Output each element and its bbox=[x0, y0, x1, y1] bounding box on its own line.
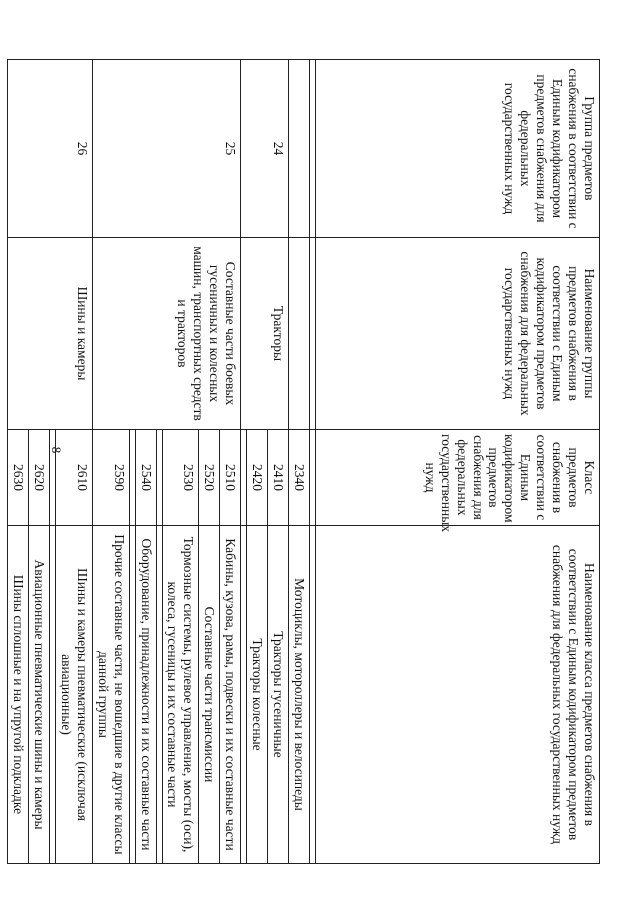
table-row bbox=[268, 60, 289, 864]
header-group-name: Наименование группы предметов снабжения в соответствии с Единым кодификатором предметов снабжения для федеральных государственных нужд bbox=[316, 238, 600, 430]
class-code: 2340 bbox=[289, 430, 310, 526]
class-code: 2590 bbox=[92, 430, 129, 526]
class-name: Кабины, кузова, рамы, подвески и их составные части bbox=[220, 526, 241, 864]
class-name: Тормозные системы, рулевое управление, мосты (оси), колеса, гусеницы и их составные части bbox=[162, 526, 199, 864]
supply-classification-table bbox=[7, 59, 600, 864]
class-name: Тракторы колесные bbox=[247, 526, 268, 864]
header-class-name: Наименование класса предметов снабжения в соответствии с Единым кодификатором предметов снабжения для федеральных государственных нужд bbox=[316, 526, 600, 864]
group-number: 25 bbox=[92, 60, 240, 238]
class-code: 2610 bbox=[55, 430, 92, 526]
class-name: Тракторы гусеничные bbox=[268, 526, 289, 864]
header-group: Группа предметов снабжения в соответствии с Единым кодификатором предметов снабжения для федеральных государственных нужд bbox=[316, 60, 600, 238]
page-number: 8 bbox=[49, 446, 64, 454]
group-name: Тракторы bbox=[241, 238, 289, 430]
class-code: 2510 bbox=[220, 430, 241, 526]
table-row bbox=[55, 60, 92, 864]
class-name: Авиационные пневматические шины и камеры bbox=[29, 526, 50, 864]
rotated-table-container bbox=[11, 59, 600, 863]
separator-row bbox=[310, 60, 316, 864]
class-name: Мотоциклы, мотороллеры и велосипеды bbox=[289, 526, 310, 864]
group-name: Составные части боевых гусеничных и колесных машин, транспортных средств и тракторов bbox=[92, 238, 240, 430]
header-row bbox=[316, 60, 600, 864]
class-code: 2620 bbox=[29, 430, 50, 526]
header-class: Класс предметов снабжения в соответствии с Единым кодификатором предметов снабжения для федеральных государственных нужд bbox=[316, 430, 600, 526]
table-row bbox=[220, 60, 241, 864]
class-name: Шины и камеры пневматические (исключая авиационные) bbox=[55, 526, 92, 864]
group-number: 24 bbox=[241, 60, 289, 238]
class-name: Шины сплошные и на упругой подкладке bbox=[8, 526, 29, 864]
class-code: 2520 bbox=[199, 430, 220, 526]
class-name: Составные части трансмиссии bbox=[199, 526, 220, 864]
group-number: 26 bbox=[8, 60, 93, 238]
class-name: Прочие составные части, не вошедшие в другие классы данной группы bbox=[92, 526, 129, 864]
class-code: 2530 bbox=[162, 430, 199, 526]
class-code: 2540 bbox=[135, 430, 156, 526]
table-row bbox=[289, 60, 310, 864]
class-code: 2420 bbox=[247, 430, 268, 526]
class-name: Оборудование, принадлежности и их составные части bbox=[135, 526, 156, 864]
group-name: Шины и камеры bbox=[8, 238, 93, 430]
class-code: 2410 bbox=[268, 430, 289, 526]
class-code: 2630 bbox=[8, 430, 29, 526]
